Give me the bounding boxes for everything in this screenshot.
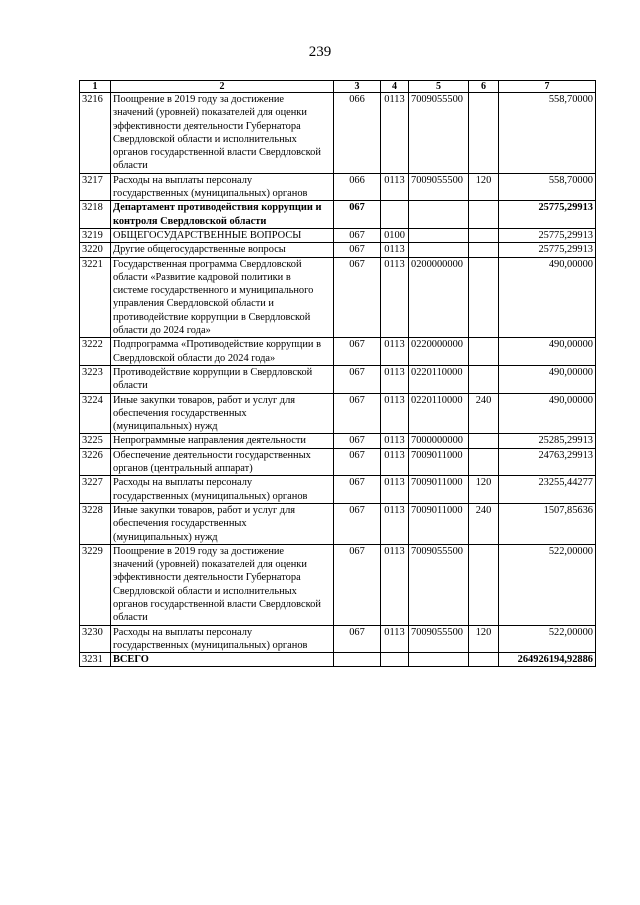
target-article-code [409,653,469,667]
table-row [80,393,596,434]
row-number: 3231 [80,653,111,667]
description-line: значений (уровней) показателей для оценки [113,559,307,571]
description-line: Поощрение в 2019 году за достижение [113,94,285,105]
section-code: 0113 [381,393,409,434]
description-line: Противодействие коррупции в Свердловской [113,366,313,378]
description-line: органов государственной власти Свердловской [113,598,321,610]
target-article-code [409,228,469,242]
table-row [80,434,596,448]
target-article-code: 0220110000 [409,393,469,434]
page-number: 239 [308,44,332,60]
section-code: 0113 [381,503,409,544]
row-number: 3221 [80,257,111,338]
target-article-code: 7009055500 [409,544,469,625]
description-line: системе государственного и муниципального [113,285,314,297]
table-row [80,544,596,625]
description-line: Свердловской области и исполнительных [113,585,297,597]
column-header: 7 [499,81,596,93]
ministry-code [334,653,381,667]
target-article-code: 7009011000 [409,476,469,504]
description-line: области до 2024 года» [113,325,211,337]
ministry-code: 067 [334,365,381,393]
row-number: 3223 [80,365,111,393]
row-number: 3230 [80,625,111,653]
description-line: обеспечения государственных [113,518,247,530]
description-line: государственных (муниципальных) органов [113,188,308,200]
expense-type-code: 120 [469,173,499,201]
row-description [111,503,334,544]
amount: 522,00000 [499,544,596,625]
ministry-code: 067 [334,434,381,448]
description-line: Иные закупки товаров, работ и услуг для [113,504,296,516]
section-code: 0113 [381,365,409,393]
description-line: Государственная программа Свердловской [113,258,302,270]
table-row [80,653,596,667]
amount: 490,00000 [499,257,596,338]
table-row [80,93,596,174]
expense-type-code: 120 [469,476,499,504]
target-article-code: 7000000000 [409,434,469,448]
row-number: 3218 [80,201,111,229]
description-line: Расходы на выплаты персоналу [113,477,253,489]
description-line: органов государственной власти Свердловской [113,147,321,159]
row-description [111,393,334,434]
row-description [111,476,334,504]
ministry-code: 067 [334,476,381,504]
table-row [80,201,596,229]
description-line: контроля Свердловской области [113,215,267,227]
target-article-code: 0220110000 [409,365,469,393]
target-article-code: 7009055500 [409,93,469,174]
amount: 558,70000 [499,93,596,174]
row-description [111,625,334,653]
expense-type-code [469,448,499,476]
expense-type-code [469,365,499,393]
ministry-code: 067 [334,393,381,434]
column-header: 5 [409,81,469,93]
row-number: 3224 [80,393,111,434]
description-line: Департамент противодействия коррупции и [113,202,322,214]
table-row [80,173,596,201]
table-row [80,448,596,476]
amount: 264926194,92886 [499,653,596,667]
section-code: 0113 [381,173,409,201]
section-code: 0113 [381,257,409,338]
ministry-code: 067 [334,503,381,544]
expense-type-code [469,338,499,366]
section-code: 0113 [381,544,409,625]
row-description [111,338,334,366]
row-number: 3222 [80,338,111,366]
description-line: (муниципальных) нужд [113,421,218,433]
row-description [111,201,334,229]
section-code [381,201,409,229]
description-line: области [113,380,148,392]
amount: 25775,29913 [499,243,596,257]
section-code [381,653,409,667]
description-line: Свердловской области до 2024 года» [113,352,276,364]
description-line: управления Свердловской области и [113,298,274,310]
row-description [111,228,334,242]
row-description [111,365,334,393]
expense-type-code: 120 [469,625,499,653]
row-number: 3227 [80,476,111,504]
row-description [111,173,334,201]
description-line: государственных (муниципальных) органов [113,639,308,651]
section-code: 0113 [381,434,409,448]
ministry-code: 067 [334,257,381,338]
amount: 490,00000 [499,365,596,393]
table-row [80,338,596,366]
row-description [111,257,334,338]
row-number: 3226 [80,448,111,476]
section-code: 0113 [381,448,409,476]
target-article-code: 7009055500 [409,625,469,653]
description-line: Расходы на выплаты персоналу [113,626,253,638]
row-number: 3229 [80,544,111,625]
amount: 23255,44277 [499,476,596,504]
section-code: 0113 [381,93,409,174]
amount: 522,00000 [499,625,596,653]
table-row [80,476,596,504]
description-line: области «Развитие кадровой политики в [113,271,291,283]
section-code: 0100 [381,228,409,242]
description-line: эффективности деятельности Губернатора [113,572,301,584]
expense-type-code [469,201,499,229]
column-header: 4 [381,81,409,93]
target-article-code: 7009055500 [409,173,469,201]
ministry-code: 067 [334,243,381,257]
table-row [80,243,596,257]
table-body [80,93,596,667]
description-line: Другие общегосударственные вопросы [113,244,286,256]
column-header: 6 [469,81,499,93]
target-article-code: 0200000000 [409,257,469,338]
target-article-code [409,201,469,229]
row-number: 3216 [80,93,111,174]
description-line: области [113,160,148,172]
row-description [111,243,334,257]
expense-type-code [469,243,499,257]
target-article-code: 0220000000 [409,338,469,366]
amount: 1507,85636 [499,503,596,544]
amount: 24763,29913 [499,448,596,476]
ministry-code: 067 [334,338,381,366]
ministry-code: 066 [334,173,381,201]
expense-type-code [469,228,499,242]
description-line: (муниципальных) нужд [113,531,218,543]
column-header: 2 [111,81,334,93]
expense-type-code [469,93,499,174]
description-line: ОБЩЕГОСУДАРСТВЕННЫЕ ВОПРОСЫ [113,229,302,241]
row-description [111,653,334,667]
amount: 558,70000 [499,173,596,201]
description-line: органов (центральный аппарат) [113,463,253,475]
section-code: 0113 [381,476,409,504]
target-article-code: 7009011000 [409,448,469,476]
description-line: государственных (муниципальных) органов [113,490,308,502]
row-number: 3225 [80,434,111,448]
description-line: Непрограммные направления деятельности [113,435,306,447]
expense-type-code [469,257,499,338]
table-row [80,257,596,338]
expense-type-code: 240 [469,393,499,434]
description-line: противодействие коррупции в Свердловской [113,311,311,323]
target-article-code [409,243,469,257]
ministry-code: 067 [334,544,381,625]
description-line: области [113,612,148,624]
column-header: 1 [80,81,111,93]
description-line: эффективности деятельности Губернатора [113,120,301,132]
ministry-code: 067 [334,228,381,242]
row-number: 3228 [80,503,111,544]
row-description [111,434,334,448]
description-line: значений (уровней) показателей для оценки [113,107,307,119]
description-line: ВСЕГО [113,654,149,666]
ministry-code: 067 [334,201,381,229]
row-description [111,448,334,476]
expense-type-code [469,544,499,625]
section-code: 0113 [381,338,409,366]
amount: 25775,29913 [499,228,596,242]
table-row [80,228,596,242]
target-article-code: 7009011000 [409,503,469,544]
budget-table [79,80,596,667]
amount: 490,00000 [499,393,596,434]
description-line: Свердловской области и исполнительных [113,133,297,145]
row-number: 3217 [80,173,111,201]
table-row [80,625,596,653]
description-line: Подпрограмма «Противодействие коррупции в [113,339,321,351]
description-line: Расходы на выплаты персоналу [113,174,253,186]
row-description [111,544,334,625]
ministry-code: 067 [334,448,381,476]
amount: 25775,29913 [499,201,596,229]
expense-type-code [469,434,499,448]
section-code: 0113 [381,625,409,653]
amount: 490,00000 [499,338,596,366]
row-description [111,93,334,174]
description-line: обеспечения государственных [113,407,247,419]
column-header: 3 [334,81,381,93]
table-row [80,365,596,393]
description-line: Иные закупки товаров, работ и услуг для [113,394,296,406]
section-code: 0113 [381,243,409,257]
ministry-code: 066 [334,93,381,174]
description-line: Обеспечение деятельности государственных [113,449,311,461]
header-row [80,81,596,93]
row-number: 3220 [80,243,111,257]
amount: 25285,29913 [499,434,596,448]
expense-type-code [469,653,499,667]
description-line: Поощрение в 2019 году за достижение [113,545,285,557]
row-number: 3219 [80,228,111,242]
table-row [80,503,596,544]
ministry-code: 067 [334,625,381,653]
expense-type-code: 240 [469,503,499,544]
